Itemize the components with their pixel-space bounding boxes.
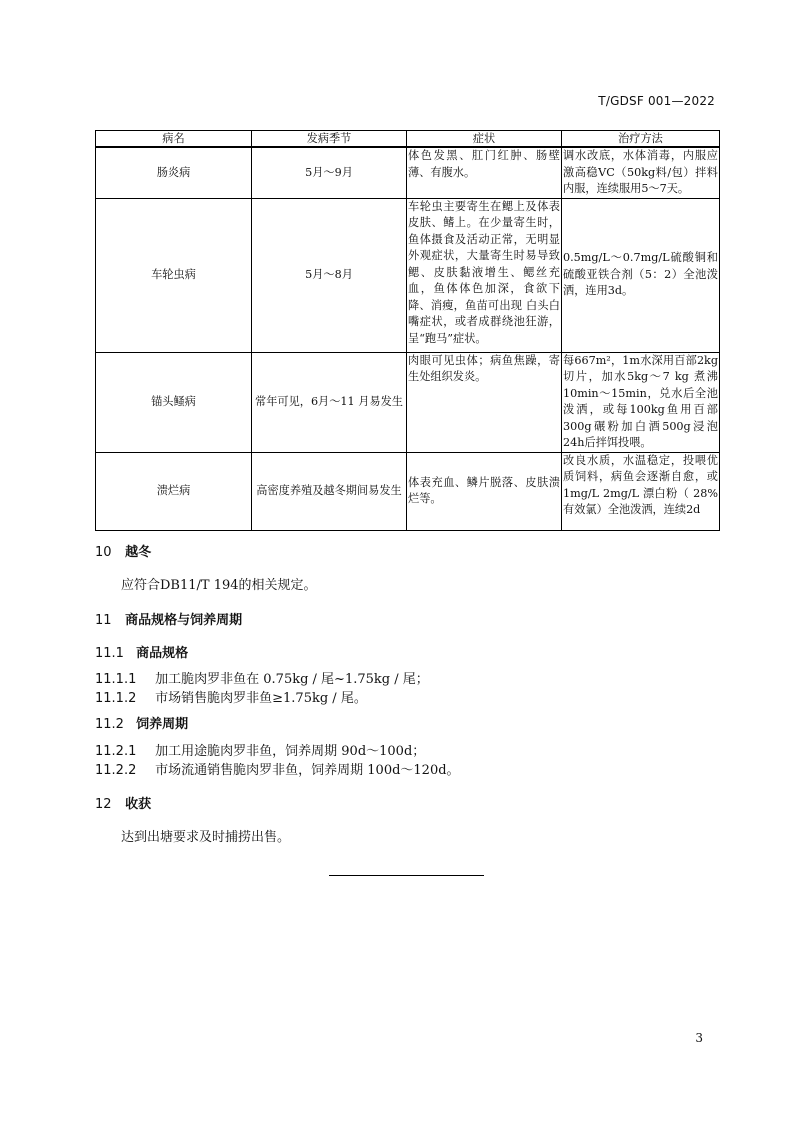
item-11-1-1 — [95, 668, 429, 687]
disease-symptom: 体色发黑、肛门红肿、肠壁薄、有腹水。 — [407, 147, 562, 198]
disease-season: 常年可见，6月～11 月易发生 — [252, 352, 407, 452]
disease-treatment: 改良水质，水温稳定，投喂优质饲料，病鱼会逐渐自愈，或 1mg/L 2mg/L 漂白粉（ 28% 有效氯）全池泼洒，连续2d — [562, 452, 720, 530]
section-title: 收获 — [125, 797, 152, 812]
item-number: 11.2.1 — [95, 744, 137, 759]
section-11-1-heading — [95, 642, 188, 661]
item-11-2-1 — [95, 740, 425, 759]
disease-name: 车轮虫病 — [96, 198, 252, 352]
end-rule — [329, 875, 484, 876]
item-number: 11.1.1 — [95, 672, 137, 687]
item-number: 11.2.2 — [95, 763, 137, 778]
disease-symptom: 肉眼可见虫体；病鱼焦躁，寄生处组织发炎。 — [407, 352, 562, 452]
disease-symptom: 体表充血、鳞片脱落、皮肤溃烂等。 — [407, 452, 562, 530]
header-disease-name: 病名 — [96, 131, 252, 148]
table-row — [96, 452, 720, 530]
disease-treatment: 0.5mg/L～0.7mg/L硫酸铜和硫酸亚铁合剂（5：2）全池泼洒，连用3d。 — [562, 198, 720, 352]
section-number: 11.2 — [95, 717, 124, 732]
section-12-text: 达到出塘要求及时捕捞出售。 — [121, 830, 291, 845]
item-number: 11.1.2 — [95, 691, 137, 706]
section-title: 饲养周期 — [136, 717, 189, 732]
disease-season: 5月～8月 — [252, 198, 407, 352]
table-row — [96, 147, 720, 198]
section-11-heading — [95, 609, 242, 628]
item-text: 市场流通销售脆肉罗非鱼，饲养周期 100d～120d。 — [155, 763, 460, 778]
section-number: 11 — [95, 613, 112, 628]
disease-name: 锚头鳋病 — [96, 352, 252, 452]
item-text: 加工脆肉罗非鱼在 0.75kg / 尾~1.75kg / 尾； — [155, 672, 429, 687]
table-header-row — [96, 131, 720, 148]
disease-treatment: 每667m²，1m水深用百部2kg切片，加水5kg～7 kg 煮沸10min～15min，兑水后全池泼洒，或每100kg鱼用百部300g碾粉加白酒500g浸泡24h后拌饵投喂。 — [562, 352, 720, 452]
table-row — [96, 352, 720, 452]
item-text: 加工用途脆肉罗非鱼，饲养周期 90d～100d； — [155, 744, 426, 759]
disease-name: 肠炎病 — [96, 147, 252, 198]
disease-symptom: 车轮虫主要寄生在鳃上及体表皮肤、鳍上。在少量寄生时，鱼体摄食及活动正常，无明显外观症状，大量寄生时易导致鳃、皮肤黏液增生、鳃丝充血，鱼体体色加深，食欲下降、消瘦，鱼苗可出现 白头白嘴症状，或者成群绕池狂游，呈“跑马”症状。 — [407, 198, 562, 352]
table-row — [96, 198, 720, 352]
item-11-1-2 — [95, 687, 367, 706]
section-10-text: 应符合DB11/T 194的相关规定。 — [121, 578, 317, 593]
section-title: 越冬 — [125, 545, 152, 560]
item-text: 市场销售脆肉罗非鱼≥1.75kg / 尾。 — [155, 691, 367, 706]
section-number: 12 — [95, 797, 112, 812]
section-10-heading — [95, 541, 151, 560]
disease-name: 溃烂病 — [96, 452, 252, 530]
disease-season: 高密度养殖及越冬期间易发生 — [252, 452, 407, 530]
document-code: T/GDSF 001—2022 — [598, 94, 715, 108]
disease-table — [95, 130, 720, 531]
section-title: 商品规格 — [136, 646, 189, 661]
section-number: 10 — [95, 545, 112, 560]
header-treatment: 治疗方法 — [562, 131, 720, 148]
section-title: 商品规格与饲养周期 — [125, 613, 243, 628]
section-11-2-heading — [95, 713, 188, 732]
header-season: 发病季节 — [252, 131, 407, 148]
page-number: 3 — [695, 1031, 703, 1045]
disease-season: 5月～9月 — [252, 147, 407, 198]
section-number: 11.1 — [95, 646, 124, 661]
item-11-2-2 — [95, 759, 460, 778]
header-symptom: 症状 — [407, 131, 562, 148]
section-12-heading — [95, 793, 151, 812]
disease-treatment: 调水改底，水体消毒，内服应激高稳VC（50kg料/包）拌料内服，连续服用5～7天。 — [562, 147, 720, 198]
